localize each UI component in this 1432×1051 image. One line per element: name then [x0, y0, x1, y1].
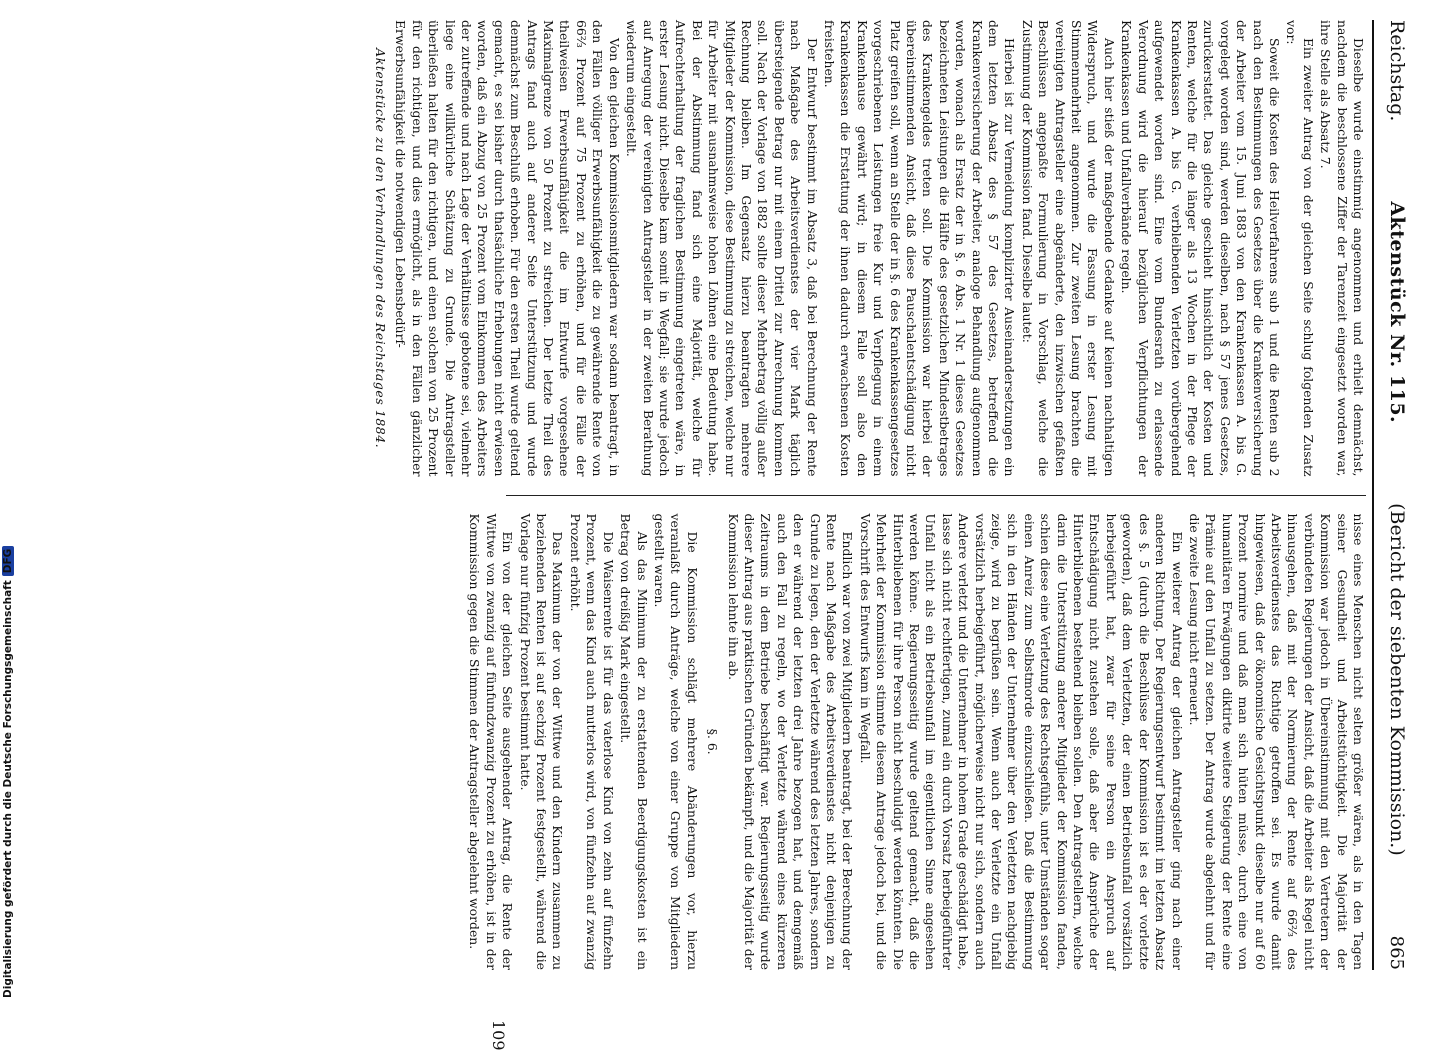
paragraph: Ein weiterer Antrag der gleichen Antragsteller ging nach einer anderen Richtung. Der Regierungsentwurf bestimmt im letzten Absatz des §. 5 (durch die Beschlüsse der Kommission ist es der vorletzte geworden), daß dem Verletzten, der einen Betriebsunfall vorsätzlich herbeigeführt hat, zwar für seine Person ein Anspruch auf Entschädigung nicht zustehen solle, daß aber die Ansprüche der Hinterbliebenen bestehend bleiben sollen. Den Antragstellern, welche darin die Unterstützung anderer Mitglieder der Kommission fanden, schien diese eine Verletzung des Rechtsgefühls, unter Umständen sogar einen Anreiz zum Selbstmorde einzuschließen. Daß die Bestimmung sich in den Händen der Unternehmer über den Verletzten nachgiebig zeige, wird zu begrüßen sein. Wenn auch der Verletzte ein Unfall vorsätzlich herbeigeführt, möglicherweise nicht nur sich, sondern auch Andere verletzt und die Unternehmer in hohem Grade geschädigt habe, lasse sich nicht rechtfertigen, zumal ein durch Vorsatz herbeigeführter Unfall nicht als ein Betriebsunfall im eigentlichen Sinne angesehen werden könne. Regierungsseitig wurde geltend gemacht, daß die Hinterbliebenen für ihre Person nicht beschuldigt werden könnten. Die Mehrheit der Kommission stimmte diesem Antrage jedoch bei, und die Vorschrift des Entwurfs kam in Wegfall.: [857, 513, 1185, 970]
paragraph: Hierbei ist zur Vermeidung komplizirter Auseinandersetzungen ein dem letzten Absatz des § 57 des Gesetzes, betreffend die Krankenversicherung der Arbeiter, analoge Behandlung aufgenommen worden, wonach als Ersatz der in §. 6 Abs. 1 Nr. 1 dieses Gesetzes bezeichneten Leistungen die Hälfte des gesetzlichen Mindestbetrages des Krankengeldes treten soll. Die Kommission war hierbei der übereinstimmenden Ansicht, daß diese Pauschalentschädigung nicht Platz greifen soll, wenn an Stelle der in §. 6 des Krankenkassengesetzes vorgeschriebenen Leistungen freie Kur und Verpflegung in einem Krankenhause gewährt wird; in diesem Falle soll also den Krankenkassen die Erstattung der ihnen dadurch erwachsenen Kosten freistehen.: [822, 20, 1018, 477]
paragraph: Die Waisenrente ist für das vaterlose Kind von zehn auf fünfzehn Prozent, wenn das Kind auch mutterlos wird, von fünfzehn auf zwanzig Prozent erhöht.: [567, 513, 616, 970]
column-left: [373, 20, 1366, 477]
signature-line: Aktenstücke zu den Verhandlungen des Reichstages 1884.: [373, 48, 389, 449]
footer-page-marker: 109: [489, 1020, 508, 1051]
running-head: [1372, 20, 1408, 970]
paragraph: Auch hier stieß der maßgebende Gedanke auf keinen nachhaltigen Widerspruch, und wurde die Fassung in erster Lesung mit Stimmenmehrheit angenommen. Zur zweiten Lesung brachten die vereinigten Antragsteller eine abgeänderte, den inzwischen gefaßten Beschlüssen angepaßte Formulierung in Vorschlag, welche die Zustimmung der Kommission fand. Dieselbe lautet:: [1019, 20, 1117, 477]
paragraph: Von den gleichen Kommissionsmitgliedern war sodann beantragt, in den Fällen völliger Erwerbsunfähigkeit die zu gewährende Rente von 66⅔ Prozent auf 75 Prozent zu erhöhen, und für die Fälle der theilweisen Erwerbsunfähigkeit die im Entwurfe vorgesehene Maximalgrenze von 50 Prozent zu streichen. Der letzte Theil des Antrags fand auch auf anderer Seite Unterstützung und wurde demnächst zum Beschluß erhoben. Für den ersten Theil wurde geltend gemacht, es sei bisher durch thatsächliche Erhebungen nicht erwiesen worden, daß ein Abzug von 25 Prozent vom Einkommen des Arbeiters der zutreffende und nach Lage der Verhältnisse gebotene sei, vielmehr liege eine willkürliche Schätzung zu Grunde. Die Antragsteller überließen halten für den richtigen, und einen solchen von 25 Prozent für den richtigen, und dies ermöglicht, als in den Fällen gänzlicher Erwerbsunfähigkeit die notwendigen Lebensbedürf-: [393, 20, 622, 477]
paragraph: Ein von der gleichen Seite ausgehender Antrag, die Rente der Wittwe von zwanzig auf fünfundzwanzig Prozent zu erhöhen, ist in der Kommission gegen die Stimmen der Antragsteller abgelehnt worden.: [467, 513, 516, 970]
section-heading: §. 6.: [705, 728, 721, 755]
paragraph: Dieselbe wurde einstimmig angenommen und erhielt demnächst, nachdem die beschlossene Ziffer der Tarenzeit eingesetzt worden war, ihre Stelle als Absatz 7.: [1318, 20, 1366, 477]
margin-note-text: [2, 546, 14, 998]
header-left: Reichstag.: [1386, 20, 1408, 122]
paragraph: Das Maximum der von der Wittwe und den Kindern zusammen zu beziehenden Renten ist auf sechzig Prozent festgestellt, während die Vorlage nur fünfzig Prozent bestimmt hatte.: [517, 513, 566, 970]
paragraph: Die Kommission schlägt mehrere Abänderungen vor, hierzu veranlaßt durch Anträge, welche von einer Gruppe von Mitgliedern gestellt waren.: [651, 513, 700, 970]
header-right-title: (Bericht der siebenten Kommission.): [1386, 503, 1408, 856]
text-columns: [373, 20, 1366, 970]
header-center: Aktenstück Nr. 115.: [1386, 201, 1408, 424]
paragraph: Ein zweiter Antrag von der gleichen Seite schlug folgenden Zusatz vor:: [1284, 20, 1316, 477]
paragraph: nisse eines Menschen nicht selten größer wären, als in den Tagen seiner Gesundheit und Arbeitstüchtigkeit. Die Majorität der Kommission war jedoch in Übereinstimmung mit den Vertretern der verbündeten Regierungen der Ansicht, daß die Arbeiter als Regel nicht hinausgehen, daß mit der Normierung der Rente auf 66⅔ des Arbeitsverdienstes das Richtige getroffen sei. Es wurde damit hingewiesen, daß der ökonomische Gesichtspunkt dieselbe nur auf 60 Prozent normire und daß man sich hüten müsse, durch eine von humanitären Erwägungen diktirte weitere Steigerung der Rente eine Prämie auf den Unfall zu setzen. Der Antrag wurde abgelehnt und für die zweite Lesung nicht erneuert.: [1186, 513, 1366, 970]
paragraph: Soweit die Kosten des Heilverfahrens sub 1 und die Renten sub 2 nach den Bestimmungen des Gesetzes über die Krankenversicherung der Arbeiter vom 15. Juni 1883 von den Krankenkassen A. bis G. vorgelegt worden sind, werden dieselben, nach § 57 jenes Gesetzes, zurückerstattet. Das gleiche geschieht hinsichtlich der Kosten und Renten, welche für die länger als 13 Wochen in der Pflege der Krankenkassen A. bis G. verbleibenden Verletzten vorübergehend aufgewendet worden sind. Eine vom Bundesrath zu erlassende Verordnung wird die hierauf bezüglichen Verpflichtungen der Krankenkassen und Unfallverbände regeln.: [1119, 20, 1282, 477]
paragraph: Als das Minimum der zu erstattenden Beerdigungskosten ist ein Betrag von dreißig Mark eingestellt.: [618, 513, 650, 970]
paragraph: Endlich war von zwei Mitgliedern beantragt, bei der Berechnung der Rente nach Maßgabe des Arbeitsverdienstes nicht denjenigen zu Grunde zu legen, den der Verletzte während des letzten Jahres, sondern den er während der letzten drei Jahre bezogen hat, und demgemäß auch den Fall zu regeln, wo der Verletzte während eines kürzeren Zeitraums in dem Betriebe beschäftigt war. Regierungsseitig wurde dieser Antrag aus praktischen Gründen bekämpft, und die Majorität der Kommission lehnte ihn ab.: [725, 513, 856, 970]
column-divider: [506, 495, 1366, 496]
rotated-page: [92, 0, 1422, 1051]
column-right: [467, 513, 1366, 971]
dfg-logo-icon: DFG: [2, 546, 14, 577]
margin-note-label: Digitalisierung gefördert durch die Deutsche Forschungsgemeinschaft: [2, 580, 14, 998]
margin-note: [2, 0, 16, 1000]
header-page-number: 865: [1386, 935, 1407, 970]
paragraph: Der Entwurf bestimmt im Absatz 3, daß bei Berechnung der Rente nach Maßgabe des Arbeitsverdienstes der vier Mark täglich übersteigende Betrag nur mit einem Drittel zur Anrechnung kommen soll. Nach der Vorlage von 1882 sollte dieser Mehrbetrag völlig außer Rechnung bleiben. Im Gegensatz hierzu beantragten mehrere Mitglieder der Kommission, diese Bestimmung zu streichen, welche nur für Arbeiter mit ausnahmsweise hohen Löhnen eine Bedeutung habe. Bei der Abstimmung fand sich eine Majorität, welche für Aufrechterhaltung der fraglichen Bestimmung eingetreten wäre, in erster Lesung nicht. Dieselbe kam somit in Wegfall; sie wurde jedoch auf Anregung der vereinigten Antragsteller in der zweiten Berathung wiederum eingestellt.: [624, 20, 820, 477]
